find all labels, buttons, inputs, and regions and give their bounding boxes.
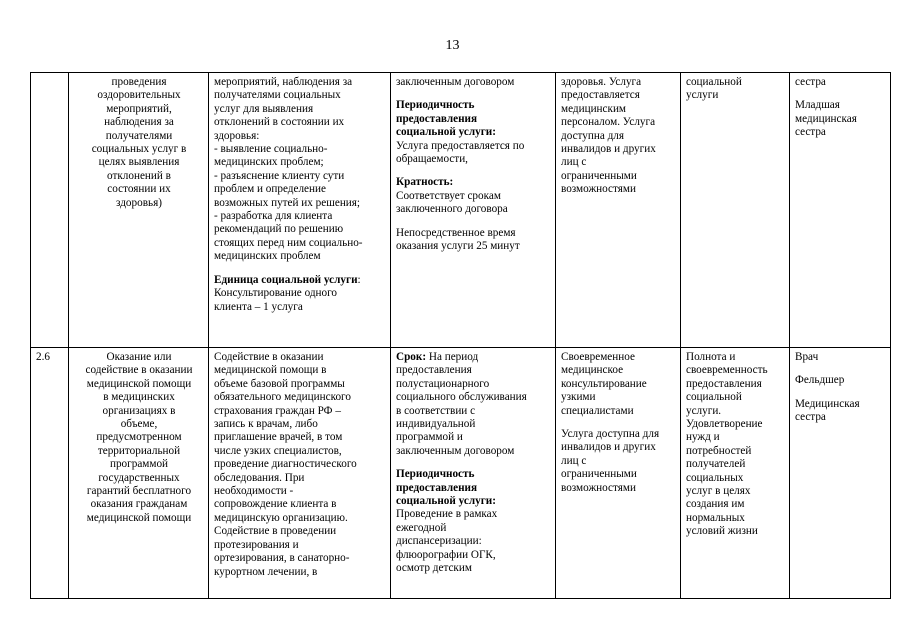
- service-name-line: получателями: [105, 129, 173, 142]
- periodicity-label: социальной услуги:: [396, 495, 496, 508]
- conditions-line: персоналом. Услуга: [561, 116, 656, 129]
- service-name-cell: [69, 348, 209, 599]
- description-line: числе узких специалистов,: [214, 444, 342, 457]
- conditions-line: здоровья. Услуга: [561, 76, 642, 88]
- description-line: возможных путей их решения;: [214, 196, 361, 209]
- duration-line: оказания услуги 25 минут: [396, 240, 520, 253]
- service-name-line: медицинской помощи: [86, 377, 192, 390]
- periodicity-line: флюорографии ОГК,: [396, 548, 496, 561]
- conditions-line: консультирование: [561, 377, 647, 390]
- quality-line: Полнота и: [686, 351, 736, 363]
- service-name-line: гарантий бесплатного: [86, 485, 192, 498]
- service-description-cell: [209, 73, 391, 348]
- description-line: - выявление социально-: [214, 143, 328, 156]
- description-line: обследования. При: [214, 471, 305, 484]
- term-line: полустационарного: [396, 377, 490, 390]
- quality-line: социальной: [686, 391, 742, 404]
- quality-line: социальной: [686, 76, 742, 88]
- description-line: курортном лечении, в: [214, 565, 318, 578]
- conditions-line: ограниченными: [561, 169, 637, 182]
- description-line: медицинской помощи в: [214, 364, 327, 377]
- description-line: медицинскую организацию.: [214, 511, 348, 524]
- conditions-line: инвалидов и других: [561, 143, 656, 156]
- unit-label: Единица социальной услуги: [214, 273, 358, 286]
- conditions-line: Своевременное: [561, 351, 635, 363]
- description-line: медицинских проблем: [214, 250, 321, 263]
- term-line: заключенным договором: [396, 444, 515, 457]
- description-line: - разъяснение клиенту сути: [214, 169, 345, 182]
- description-line: рекомендаций по решению: [214, 223, 344, 236]
- service-name-cell: [69, 73, 209, 348]
- conditions-line: ограниченными: [561, 468, 637, 481]
- conditions-line: возможностями: [561, 481, 636, 494]
- service-name-line: Оказание или: [106, 351, 172, 363]
- quality-line: социальных: [686, 471, 744, 484]
- description-line: сопровождение клиента в: [214, 498, 337, 511]
- unit-line: Консультирование одного: [214, 287, 338, 300]
- multiplicity-line: Соответствует срокам: [396, 189, 501, 202]
- quality-line: нужд и: [686, 431, 720, 444]
- description-line: объеме базовой программы: [214, 377, 345, 390]
- staff-item: сестра: [795, 76, 826, 88]
- periodicity-line: осмотр детским: [396, 562, 472, 575]
- service-name-line: программой: [109, 458, 169, 471]
- term-line: На период: [426, 351, 479, 363]
- service-name-line: организациях в: [102, 404, 176, 417]
- quality-line: своевременность: [686, 364, 768, 377]
- description-line: страхования граждан РФ –: [214, 404, 341, 417]
- service-name-line: целях выявления: [98, 156, 180, 169]
- service-number-cell: [31, 73, 69, 348]
- periodicity-line: Услуга предоставляется по: [396, 139, 525, 152]
- service-name-line: государственных: [98, 471, 180, 484]
- staff-item: Медицинская сестра: [795, 397, 860, 424]
- service-name-line: оздоровительных: [97, 89, 181, 102]
- description-line: медицинских проблем;: [214, 156, 324, 169]
- description-line: Содействие в оказании: [214, 351, 324, 363]
- conditions-line: узкими: [561, 391, 596, 404]
- terms-cell: [391, 348, 556, 599]
- unit-line: клиента – 1 услуга: [214, 300, 303, 313]
- service-name-line: состоянии их: [107, 183, 171, 196]
- service-name-line: отклонений в: [107, 169, 171, 182]
- service-name-line: оказания гражданам: [90, 498, 188, 511]
- staff-cell: [790, 73, 891, 348]
- staff-item: Врач: [795, 351, 819, 363]
- conditions-line: доступна для: [561, 129, 625, 142]
- periodicity-label: Периодичность: [396, 468, 475, 481]
- description-line: Содействие в проведении: [214, 525, 337, 538]
- quality-line: услуг в целях: [686, 485, 751, 498]
- periodicity-label: социальной услуги:: [396, 126, 496, 139]
- description-line: необходимости -: [214, 485, 294, 498]
- service-name-line: медицинской помощи: [86, 511, 192, 524]
- service-name-line: объеме,: [120, 418, 158, 431]
- conditions-line: Услуга доступна для: [561, 428, 660, 441]
- conditions-line: предоставляется: [561, 89, 640, 102]
- terms-cell: [391, 73, 556, 348]
- service-name-line: мероприятий,: [106, 102, 172, 115]
- conditions-line: медицинским: [561, 102, 627, 115]
- description-line: услуг для выявления: [214, 102, 314, 115]
- conditions-cell: [556, 348, 681, 599]
- periodicity-line: диспансеризации:: [396, 535, 482, 548]
- service-name-line: наблюдения за: [104, 116, 174, 129]
- periodicity-label: Периодичность: [396, 99, 475, 112]
- unit-heading: [214, 274, 386, 287]
- table-row: [31, 73, 891, 348]
- periodicity-line: обращаемости,: [396, 153, 468, 166]
- service-name-line: в медицинских: [103, 391, 175, 404]
- description-line: ортезирования, в санаторно-: [214, 552, 350, 565]
- term-line: программой и: [396, 431, 463, 444]
- quality-line: получателей: [686, 458, 746, 471]
- term-line: социального обслуживания: [396, 391, 527, 404]
- term-line: индивидуальной: [396, 418, 476, 431]
- conditions-line: инвалидов и других: [561, 441, 656, 454]
- terms-line: заключенным договором: [396, 76, 515, 88]
- staff-item: Фельдшер: [795, 374, 845, 387]
- table-row: [31, 348, 891, 599]
- description-line: мероприятий, наблюдения за: [214, 76, 353, 88]
- quality-line: Удовлетворение: [686, 418, 763, 431]
- service-name-line: проведения: [111, 76, 167, 88]
- service-name-line: здоровья): [116, 196, 162, 209]
- quality-cell: [681, 73, 790, 348]
- description-line: проблем и определение: [214, 183, 326, 196]
- quality-line: создания им: [686, 498, 745, 511]
- conditions-line: лиц с: [561, 454, 587, 467]
- description-line: здоровья:: [214, 129, 260, 142]
- multiplicity-line: заключенного договора: [396, 203, 508, 216]
- duration-line: Непосредственное время: [396, 226, 516, 239]
- description-line: стоящих перед ним социально-: [214, 236, 363, 249]
- service-name-line: предусмотренном: [96, 431, 182, 444]
- description-line: протезирования и: [214, 538, 299, 551]
- conditions-line: специалистами: [561, 404, 634, 417]
- quality-line: предоставления: [686, 377, 762, 390]
- periodicity-line: ежегодной: [396, 521, 447, 534]
- conditions-cell: [556, 73, 681, 348]
- periodicity-line: Проведение в рамках: [396, 508, 498, 521]
- service-description-cell: [209, 348, 391, 599]
- service-number-cell: 2.6: [31, 348, 69, 599]
- term-label: Срок:: [396, 351, 427, 363]
- term-line: в соответствии с: [396, 404, 476, 417]
- services-table: [30, 72, 891, 599]
- staff-item: Младшая медицинская сестра: [795, 99, 857, 139]
- description-line: - разработка для клиента: [214, 210, 333, 223]
- page-number: 13: [445, 38, 460, 53]
- periodicity-label: предоставления: [396, 481, 478, 494]
- quality-line: условий жизни: [686, 525, 758, 538]
- quality-cell: [681, 348, 790, 599]
- description-line: получателями социальных: [214, 89, 341, 102]
- term-line: предоставления: [396, 364, 472, 377]
- description-line: проведение диагностического: [214, 458, 357, 471]
- conditions-line: лиц с: [561, 156, 587, 169]
- quality-line: услуги.: [686, 404, 722, 417]
- unit-colon: :: [357, 273, 361, 286]
- description-line: приглашение врачей, в том: [214, 431, 343, 444]
- service-name-line: социальных услуг в: [91, 143, 187, 156]
- periodicity-label: предоставления: [396, 112, 478, 125]
- quality-line: нормальных: [686, 511, 745, 524]
- conditions-line: возможностями: [561, 183, 636, 196]
- description-line: запись к врачам, либо: [214, 418, 318, 431]
- description-line: обязательного медицинского: [214, 391, 351, 404]
- service-name-line: содействие в оказании: [85, 364, 193, 377]
- service-name-line: территориальной: [97, 444, 181, 457]
- term-heading: [396, 351, 551, 364]
- conditions-line: медицинское: [561, 364, 624, 377]
- quality-line: услуги: [686, 89, 719, 102]
- staff-cell: [790, 348, 891, 599]
- quality-line: потребностей: [686, 444, 752, 457]
- description-line: отклонений в состоянии их: [214, 116, 345, 129]
- multiplicity-label: Кратность:: [396, 176, 454, 189]
